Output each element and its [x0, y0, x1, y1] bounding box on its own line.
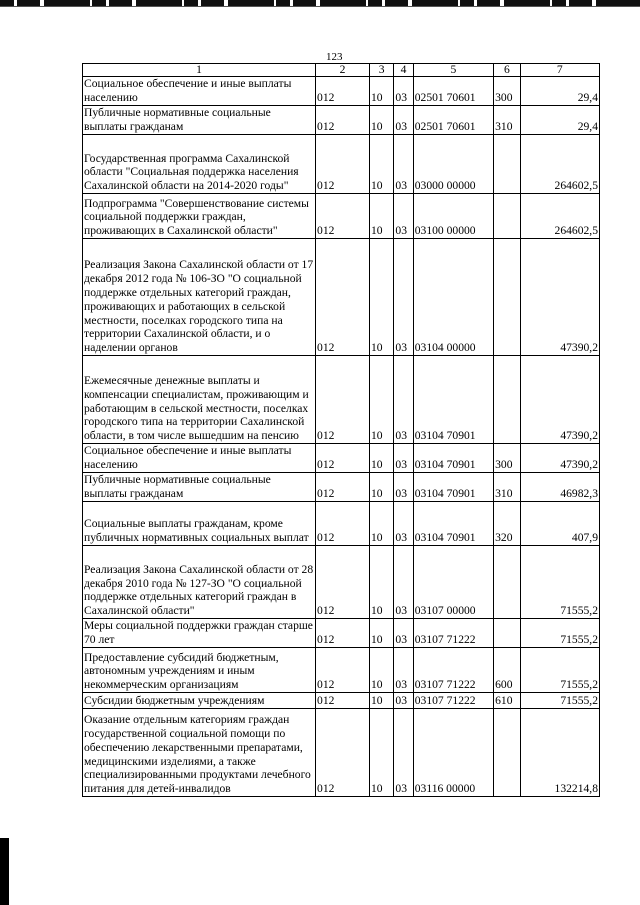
row-sum-cell: 71555,2: [520, 619, 599, 648]
row-code-cell: [494, 546, 520, 619]
row-code-cell: 03: [394, 502, 413, 546]
row-code-cell: [494, 619, 520, 648]
row-sum-cell: 71555,2: [520, 693, 599, 709]
row-sum-cell: 29,4: [520, 106, 599, 135]
row-code-cell: 02501 70601: [413, 77, 493, 106]
row-code-cell: 300: [494, 77, 520, 106]
table-row: [83, 648, 600, 693]
row-code-cell: 03: [394, 619, 413, 648]
row-code-cell: 03104 70901: [413, 473, 493, 502]
row-code-cell: [494, 709, 520, 797]
row-code-cell: 300: [494, 444, 520, 473]
row-code-cell: 03104 70901: [413, 356, 493, 444]
row-sum-cell: 264602,5: [520, 135, 599, 194]
table-row: [83, 444, 600, 473]
row-sum-cell: 47390,2: [520, 239, 599, 356]
row-code-cell: [494, 356, 520, 444]
row-sum-cell: 47390,2: [520, 444, 599, 473]
table-row: [83, 473, 600, 502]
row-code-cell: 10: [369, 444, 393, 473]
row-code-cell: 03: [394, 77, 413, 106]
row-code-cell: 03100 00000: [413, 194, 493, 239]
row-code-cell: 03116 00000: [413, 709, 493, 797]
row-code-cell: 10: [369, 709, 393, 797]
row-sum-cell: 407,9: [520, 502, 599, 546]
row-sum-cell: 29,4: [520, 77, 599, 106]
row-code-cell: 03000 00000: [413, 135, 493, 194]
row-code-cell: 012: [316, 693, 370, 709]
row-code-cell: 03: [394, 693, 413, 709]
scan-top-edge: [0, 0, 640, 6]
row-code-cell: 012: [316, 356, 370, 444]
row-code-cell: 10: [369, 77, 393, 106]
row-sum-cell: 47390,2: [520, 356, 599, 444]
row-name-cell: Социальное обеспечение и иные выплаты населению: [83, 77, 316, 106]
row-code-cell: 03104 70901: [413, 444, 493, 473]
page-number: 123: [326, 51, 343, 63]
row-code-cell: 10: [369, 502, 393, 546]
row-code-cell: 10: [369, 546, 393, 619]
budget-table: [82, 63, 600, 797]
row-sum-cell: 46982,3: [520, 473, 599, 502]
table-row: [83, 619, 600, 648]
column-header: 6: [494, 64, 520, 77]
row-code-cell: 03: [394, 473, 413, 502]
table-row: [83, 106, 600, 135]
row-code-cell: 012: [316, 546, 370, 619]
row-name-cell: Реализация Закона Сахалинской области от 28 декабря 2010 года № 127-ЗО "О социальной поддержке отдельных категорий граждан в Сахалинской области": [83, 546, 316, 619]
row-code-cell: 012: [316, 77, 370, 106]
table-row: [83, 502, 600, 546]
row-code-cell: 012: [316, 502, 370, 546]
row-code-cell: 10: [369, 194, 393, 239]
row-name-cell: Подпрограмма "Совершенствование системы социальной поддержки граждан, проживающих в Сахалинской области": [83, 194, 316, 239]
row-code-cell: 012: [316, 239, 370, 356]
table-row: [83, 546, 600, 619]
table-row: [83, 709, 600, 797]
row-code-cell: [494, 194, 520, 239]
row-sum-cell: 264602,5: [520, 194, 599, 239]
row-code-cell: 600: [494, 648, 520, 693]
row-code-cell: 10: [369, 239, 393, 356]
table-header-row: [83, 64, 600, 77]
row-code-cell: 012: [316, 106, 370, 135]
table-row: [83, 135, 600, 194]
row-code-cell: 03: [394, 135, 413, 194]
scan-margin-mark: [0, 838, 9, 905]
row-name-cell: Государственная программа Сахалинской области "Социальная поддержка населения Сахалинской области на 2014-2020 годы": [83, 135, 316, 194]
row-code-cell: 012: [316, 194, 370, 239]
row-code-cell: 012: [316, 709, 370, 797]
column-header: 5: [413, 64, 493, 77]
row-code-cell: 03: [394, 546, 413, 619]
row-code-cell: 012: [316, 444, 370, 473]
row-code-cell: 10: [369, 693, 393, 709]
row-code-cell: [494, 239, 520, 356]
row-code-cell: 03: [394, 239, 413, 356]
table-row: [83, 356, 600, 444]
row-code-cell: 02501 70601: [413, 106, 493, 135]
row-code-cell: 03: [394, 648, 413, 693]
row-code-cell: 03104 70901: [413, 502, 493, 546]
row-code-cell: 10: [369, 619, 393, 648]
row-code-cell: 10: [369, 356, 393, 444]
row-code-cell: 012: [316, 648, 370, 693]
row-code-cell: 012: [316, 619, 370, 648]
row-code-cell: 012: [316, 473, 370, 502]
row-name-cell: Социальные выплаты гражданам, кроме публичных нормативных социальных выплат: [83, 502, 316, 546]
row-code-cell: 03104 00000: [413, 239, 493, 356]
row-code-cell: 10: [369, 106, 393, 135]
row-name-cell: Реализация Закона Сахалинской области от 17 декабря 2012 года № 106-ЗО "О социальной поддержке отдельных категорий граждан, проживающих и работающих в сельской местности, поселках городского типа на территории Сахалинской области, и о наделении органов: [83, 239, 316, 356]
row-code-cell: 10: [369, 135, 393, 194]
row-name-cell: Ежемесячные денежные выплаты и компенсации специалистам, проживающим и работающим в сельской местности, поселках городского типа на территории Сахалинской области, в том числе вышедшим на пенсию: [83, 356, 316, 444]
row-name-cell: Социальное обеспечение и иные выплаты населению: [83, 444, 316, 473]
table-row: [83, 693, 600, 709]
table-row: [83, 194, 600, 239]
row-name-cell: Публичные нормативные социальные выплаты гражданам: [83, 106, 316, 135]
column-header: 1: [83, 64, 316, 77]
row-code-cell: 610: [494, 693, 520, 709]
row-name-cell: Предоставление субсидий бюджетным, автономным учреждениям и иным некоммерческим организациям: [83, 648, 316, 693]
row-code-cell: 03: [394, 709, 413, 797]
row-code-cell: 03: [394, 106, 413, 135]
column-header: 7: [520, 64, 599, 77]
row-code-cell: 03107 71222: [413, 693, 493, 709]
row-code-cell: 012: [316, 135, 370, 194]
row-name-cell: Меры социальной поддержки граждан старше 70 лет: [83, 619, 316, 648]
row-code-cell: 03: [394, 194, 413, 239]
column-header: 3: [369, 64, 393, 77]
row-code-cell: 03: [394, 444, 413, 473]
row-code-cell: [494, 135, 520, 194]
row-code-cell: 10: [369, 648, 393, 693]
row-code-cell: 03107 71222: [413, 648, 493, 693]
row-sum-cell: 132214,8: [520, 709, 599, 797]
row-name-cell: Оказание отдельным категориям граждан государственной социальной помощи по обеспечению лекарственными препаратами, медицинскими изделиями, а также специализированными продуктами лечебного питания для детей-инвалидов: [83, 709, 316, 797]
column-header: 2: [316, 64, 370, 77]
column-header: 4: [394, 64, 413, 77]
row-sum-cell: 71555,2: [520, 648, 599, 693]
row-code-cell: 310: [494, 473, 520, 502]
row-name-cell: Публичные нормативные социальные выплаты гражданам: [83, 473, 316, 502]
row-sum-cell: 71555,2: [520, 546, 599, 619]
row-code-cell: 03: [394, 356, 413, 444]
row-name-cell: Субсидии бюджетным учреждениям: [83, 693, 316, 709]
row-code-cell: 10: [369, 473, 393, 502]
row-code-cell: 03107 71222: [413, 619, 493, 648]
row-code-cell: 320: [494, 502, 520, 546]
row-code-cell: 03107 00000: [413, 546, 493, 619]
table-row: [83, 77, 600, 106]
table-row: [83, 239, 600, 356]
row-code-cell: 310: [494, 106, 520, 135]
